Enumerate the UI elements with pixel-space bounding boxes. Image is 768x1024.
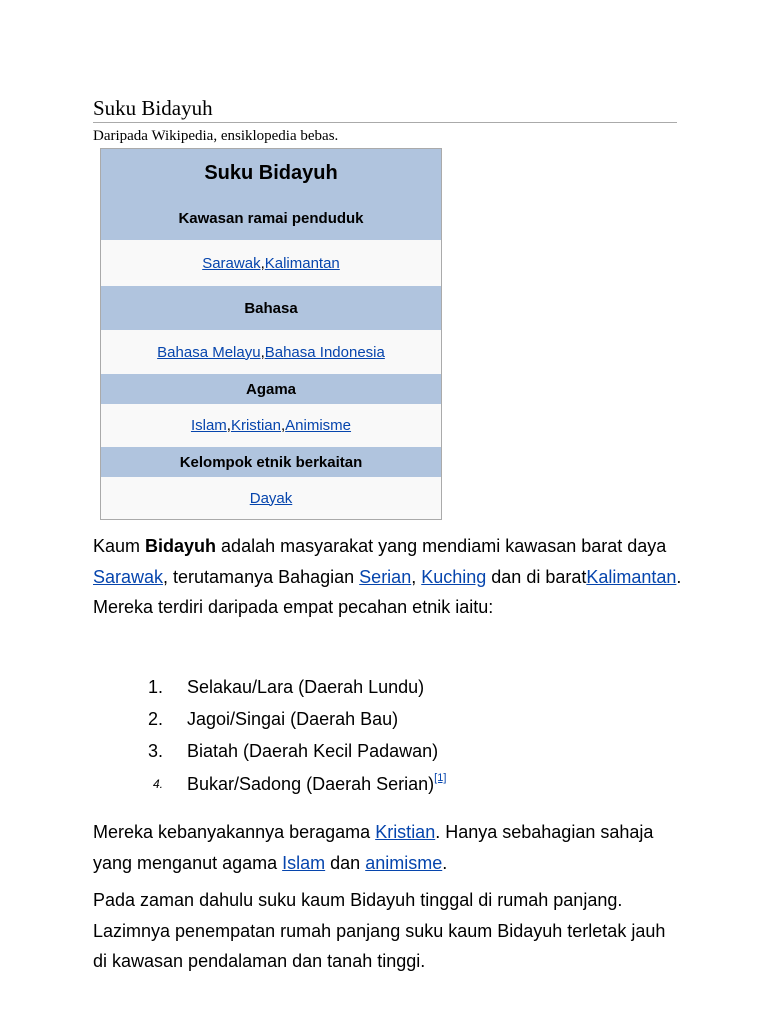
link-serian[interactable]: Serian bbox=[359, 566, 412, 587]
history-paragraph: Pada zaman dahulu suku kaum Bidayuh tinggal di rumah panjang. Lazimnya penempatan rumah panjang suku kaum Bidayuh terletak jauh di kawasan pendalaman dan tanah tinggi. bbox=[93, 890, 666, 971]
infobox-label-kelompok: Kelompok etnik berkaitan bbox=[101, 447, 441, 477]
link-kristian-body[interactable]: Kristian bbox=[375, 822, 436, 842]
list-text: Biatah (Daerah Kecil Padawan) bbox=[187, 741, 439, 761]
link-bahasa-melayu[interactable]: Bahasa Melayu bbox=[157, 343, 261, 361]
religion-paragraph bbox=[93, 817, 683, 878]
intro-text: . Mereka terdiri daripada empat pecahan etnik iaitu: bbox=[93, 566, 682, 617]
title-divider bbox=[93, 122, 677, 123]
intro-text: , terutamanya Bahagian bbox=[163, 566, 360, 587]
infobox-caption: Suku Bidayuh bbox=[101, 149, 441, 197]
link-kristian[interactable]: Kristian bbox=[230, 417, 281, 434]
separator: , bbox=[260, 343, 265, 361]
list-number: 1. bbox=[147, 677, 163, 697]
link-sarawak[interactable]: Sarawak bbox=[202, 254, 261, 272]
page-subtitle: Daripada Wikipedia, ensiklopedia bebas. bbox=[93, 128, 339, 144]
link-kalimantan-body[interactable]: Kalimantan bbox=[586, 566, 677, 587]
intro-paragraph bbox=[93, 531, 683, 623]
religion-text: . Hanya sebahagian sahaja yang menganut agama bbox=[93, 822, 654, 873]
link-animisme[interactable]: Animisme bbox=[285, 417, 352, 434]
separator: , bbox=[226, 417, 231, 434]
religion-text: . bbox=[442, 852, 448, 873]
intro-text: adalah masyarakat yang mendiami kawasan barat daya bbox=[216, 536, 667, 556]
link-bahasa-indonesia[interactable]: Bahasa Indonesia bbox=[264, 343, 385, 361]
list-number: 2. bbox=[147, 709, 163, 729]
infobox-value-bahasa bbox=[101, 330, 441, 374]
religion-text: dan bbox=[325, 852, 366, 873]
infobox-label-agama: Agama bbox=[101, 374, 441, 404]
intro-text: Kaum bbox=[93, 536, 146, 556]
list-number: 4. bbox=[152, 777, 163, 791]
link-islam[interactable]: Islam bbox=[190, 417, 227, 434]
reference-link[interactable]: [1] bbox=[434, 772, 447, 784]
link-kalimantan[interactable]: Kalimantan bbox=[264, 254, 340, 272]
link-animisme-body[interactable]: animisme bbox=[365, 852, 443, 873]
link-sarawak-body[interactable]: Sarawak bbox=[93, 566, 164, 587]
link-dayak[interactable]: Dayak bbox=[249, 489, 293, 507]
list-text: Jagoi/Singai (Daerah Bau) bbox=[187, 709, 399, 729]
list-text: Selakau/Lara (Daerah Lundu) bbox=[187, 677, 425, 697]
intro-text: , bbox=[411, 566, 422, 587]
infobox-value-agama bbox=[101, 404, 441, 447]
list-text: Bukar/Sadong (Daerah Serian) bbox=[187, 774, 435, 794]
list-item-text-with-ref bbox=[187, 768, 446, 800]
ethnic-list bbox=[93, 671, 683, 803]
page-title: Suku Bidayuh bbox=[93, 96, 213, 120]
infobox-label-bahasa: Bahasa bbox=[101, 286, 441, 330]
separator: , bbox=[260, 254, 265, 272]
infobox bbox=[100, 148, 442, 520]
infobox-value-kelompok bbox=[101, 477, 441, 519]
separator: , bbox=[281, 417, 286, 434]
link-kuching[interactable]: Kuching bbox=[421, 566, 487, 587]
intro-text: dan di barat bbox=[486, 566, 587, 587]
intro-bold: Bidayuh bbox=[145, 536, 217, 556]
list-number: 3. bbox=[147, 741, 163, 761]
religion-text: Mereka kebanyakannya beragama bbox=[93, 822, 376, 842]
link-islam-body[interactable]: Islam bbox=[282, 852, 326, 873]
infobox-value-kawasan bbox=[101, 240, 441, 286]
infobox-label-kawasan: Kawasan ramai penduduk bbox=[101, 197, 441, 240]
